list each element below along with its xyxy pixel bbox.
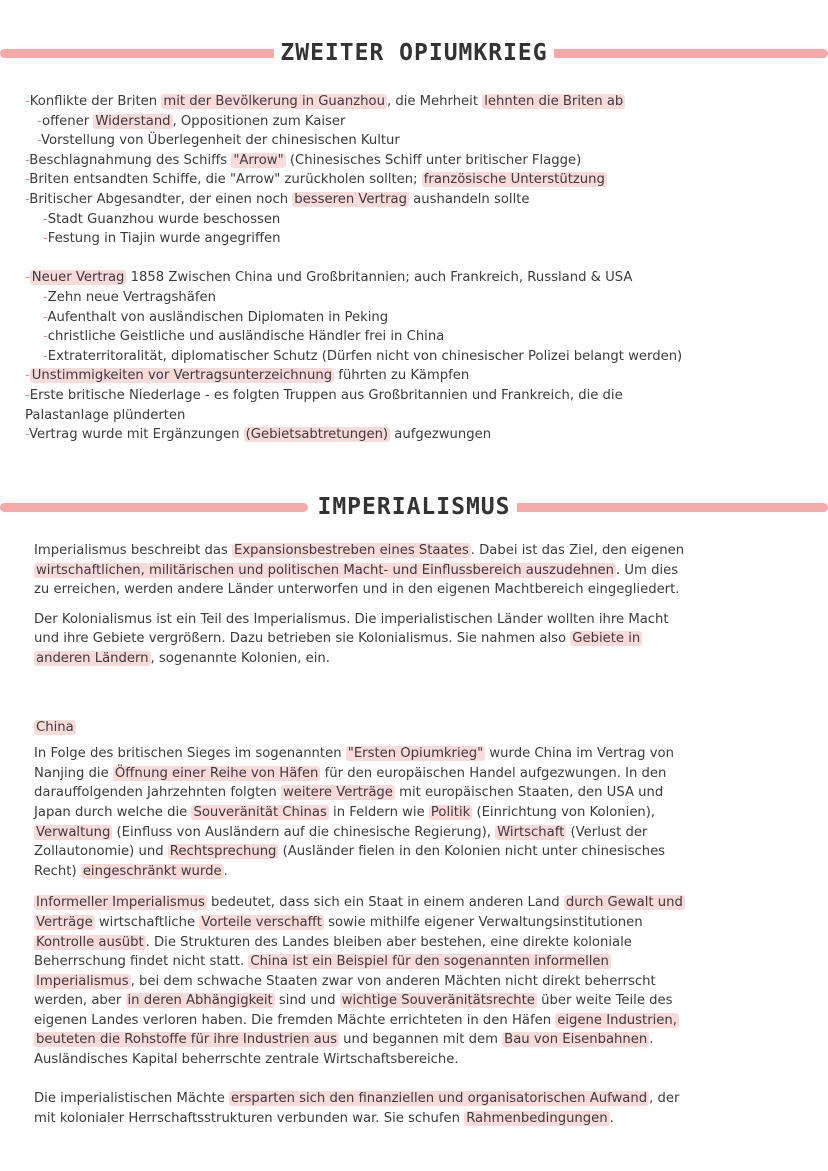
text: und ihre Gebiete vergrößern. Dazu betrieben sie Kolonialismus. Sie nahmen also (34, 631, 571, 647)
text: zu erreichen, werden andere Länder unterworfen und in den eigenen Machtbereich eingegliedert. (34, 582, 680, 598)
highlighted-term: Bau von Eisenbahnen (504, 1032, 648, 1048)
text-line (34, 842, 794, 862)
text: Beschlagnahmung des Schiffs (29, 152, 232, 168)
text: Palastanlage plünderten (25, 407, 186, 423)
text: Briten entsandten Schiffe, die "Arrow" zurückholen sollten; (29, 172, 422, 188)
text: Aufenthalt von ausländischen Diplomaten in Peking (47, 309, 389, 325)
text: werden, aber (34, 993, 126, 1009)
text: . (223, 863, 228, 879)
bullet-dash: - (25, 387, 30, 403)
imperialismus-text (34, 541, 794, 1128)
bullet-line (25, 229, 805, 249)
spacer (34, 1070, 794, 1090)
bullet-dash: - (43, 329, 48, 345)
text: Beherrschung findet nicht statt. (34, 954, 249, 970)
bullet-line (25, 170, 805, 190)
highlighted-term: in deren Abhängigkeit (127, 993, 273, 1009)
highlighted-term: wirtschaftlichen, militärischen und politischen Macht- und Einflussbereich auszudehnen (36, 562, 615, 578)
text: mit europäischen Staaten, den USA und (394, 785, 664, 801)
highlighted-term: Unstimmigkeiten vor Vertragsunterzeichnung (31, 368, 333, 384)
highlighted-term: Öffnung einer Reihe von Häfen (114, 765, 319, 781)
section-title: ZWEITER OPIUMKRIEG (274, 40, 553, 66)
text: sind und (274, 993, 340, 1009)
bullet-line (25, 92, 805, 112)
paragraph (34, 1089, 794, 1128)
text: bedeutet, dass sich ein Staat in einem anderen Land (206, 895, 564, 911)
text-line (34, 718, 794, 738)
text-line (34, 541, 794, 561)
bullet-dash: - (25, 152, 30, 168)
text-line (34, 972, 794, 992)
header-imperialismus (0, 487, 828, 527)
text-line (34, 744, 794, 764)
paragraph (34, 541, 794, 600)
highlighted-term: durch Gewalt und (565, 895, 683, 911)
highlighted-term: Wirtschaft (497, 824, 565, 840)
paragraph (34, 744, 794, 881)
highlighted-term: wichtige Souveränitätsrechte (341, 993, 535, 1009)
text: wurde China im Vertrag von (485, 746, 674, 762)
highlighted-term: Neuer Vertrag (31, 270, 125, 286)
text: mit kolonialer Herrschaftsstrukturen verbunden war. Sie schufen (34, 1110, 465, 1126)
text: christliche Geistliche und ausländische Händler frei in China (47, 329, 445, 345)
bullet-line (25, 386, 805, 406)
text: Die imperialistischen Mächte (34, 1091, 230, 1107)
text-line (34, 913, 794, 933)
text: , sogenannte Kolonien, ein. (150, 650, 330, 666)
text: (Einrichtung von Kolonien), (472, 804, 656, 820)
highlighted-term: Politik (430, 804, 471, 820)
text-line (34, 1030, 794, 1050)
highlighted-term: Verwaltung (36, 824, 111, 840)
text: sowie mithilfe eigener Verwaltungsinstitutionen (323, 914, 643, 930)
highlighted-term: "Ersten Opiumkrieg" (347, 746, 484, 762)
text: Recht) (34, 863, 81, 879)
text: (Einfluss von Ausländern auf die chinesische Regierung), (112, 824, 496, 840)
text-line (34, 1089, 794, 1109)
text-line (34, 1050, 794, 1070)
text: führten zu Kämpfen (334, 368, 470, 384)
text-line (34, 1109, 794, 1129)
text: Zehn neue Vertragshäfen (47, 289, 216, 305)
text-line (34, 1011, 794, 1031)
highlighted-term: Widerstand (95, 113, 171, 129)
spacer (25, 249, 805, 269)
highlighted-term: Rechtsprechung (169, 844, 277, 860)
text: 1858 Zwischen China und Großbritannien; auch Frankreich, Russland & USA (126, 270, 633, 286)
text: und begannen mit dem (338, 1032, 503, 1048)
text: (Ausländer fielen in den Kolonien nicht unter chinesisches (278, 844, 666, 860)
highlighted-term: weitere Verträge (282, 785, 393, 801)
text: offener (42, 113, 94, 129)
text: Ausländisches Kapital beherrschte zentrale Wirtschaftsbereiche. (34, 1052, 459, 1068)
highlighted-term: französische Unterstützung (423, 172, 605, 188)
text: aushandeln sollte (408, 191, 530, 207)
bullet-line (25, 406, 805, 426)
text: Imperialismus beschreibt das (34, 543, 232, 558)
bullet-dash: - (43, 289, 48, 305)
text: (Chinesisches Schiff unter britischer Flagge) (285, 152, 582, 168)
text: Stadt Guanzhou wurde beschossen (47, 211, 281, 227)
bullet-line (25, 268, 805, 288)
bullet-line (25, 210, 805, 230)
bullet-line (25, 327, 805, 347)
text: aufgezwungen (390, 427, 492, 443)
text-line (34, 783, 794, 803)
paragraph (34, 893, 794, 1069)
highlighted-term: Informeller Imperialismus (36, 895, 205, 911)
highlighted-term: Souveränität Chinas (193, 804, 327, 820)
highlighted-term: "Arrow" (233, 152, 284, 168)
section-title: IMPERIALISMUS (311, 494, 516, 520)
bullet-line (25, 308, 805, 328)
highlighted-term: China ist ein Beispiel für den sogenannten informellen (250, 954, 609, 970)
highlighted-term: eingeschränkt wurde (82, 863, 222, 879)
paragraph (34, 610, 794, 669)
bullet-dash: - (25, 191, 30, 207)
bullet-dash: - (25, 368, 30, 384)
bullet-line (25, 425, 805, 445)
text-line (34, 649, 794, 669)
highlighted-term: Imperialismus (36, 973, 129, 989)
highlighted-term: lehnten die Briten ab (484, 94, 624, 109)
bullet-dash: - (43, 348, 48, 364)
highlighted-term: mit der Bevölkerung in Guanzhou (163, 94, 385, 109)
bullet-dash: - (43, 231, 48, 247)
highlighted-term: ersparten sich den finanziellen und organisatorischen Aufwand (231, 1091, 648, 1107)
bullet-line (25, 112, 805, 132)
text: über weite Teile des (536, 993, 673, 1009)
text: , bei dem schwache Staaten zwar von anderen Mächten nicht direkt beherrscht (130, 973, 656, 989)
highlighted-term: China (36, 719, 74, 735)
highlighted-term: Verträge (36, 914, 93, 930)
highlighted-term: beuteten die Rohstoffe für ihre Industrien aus (36, 1032, 337, 1048)
highlighted-term: Vorteile verschafft (201, 914, 322, 930)
bullet-line (25, 151, 805, 171)
text: . Dabei ist das Ziel, den eigenen (470, 543, 685, 558)
bullet-dash: - (25, 172, 30, 188)
text: Festung in Tiajin wurde angegriffen (47, 231, 281, 247)
bullet-line (25, 366, 805, 386)
spacer (34, 600, 794, 610)
text: . Um dies (616, 562, 679, 578)
highlighted-term: Rahmenbedingungen (466, 1110, 608, 1126)
bullet-dash: - (37, 113, 43, 129)
bullet-dash: - (43, 211, 48, 227)
text: eigenen Landes verloren haben. Die fremden Mächte errichteten in den Häfen (34, 1012, 556, 1028)
text-line (34, 764, 794, 784)
text: wirtschaftliche (94, 914, 200, 930)
text-line (34, 823, 794, 843)
text: Der Kolonialismus ist ein Teil des Imperialismus. Die imperialistischen Länder wollten ihre Macht (34, 611, 669, 627)
highlighted-term: Gebiete in (572, 631, 641, 647)
text: Vorstellung von Überlegenheit der chinesischen Kultur (41, 133, 400, 149)
bullet-dash: - (25, 427, 29, 443)
text: Zollautonomie) und (34, 844, 168, 860)
bullet-dash: - (37, 133, 41, 149)
text: Konflikte der Briten (29, 94, 162, 109)
bullet-line (25, 190, 805, 210)
highlighted-term: (Gebietsabtretungen) (245, 427, 389, 443)
text-line (34, 893, 794, 913)
text: Japan durch welche die (34, 804, 192, 820)
text-line (34, 561, 794, 581)
text-line (34, 933, 794, 953)
highlighted-term: Kontrolle ausübt (36, 934, 144, 950)
text-line (34, 629, 794, 649)
text: Vertrag wurde mit Ergänzungen (29, 427, 244, 443)
bullet-line (25, 131, 805, 151)
text: Erste britische Niederlage - es folgten Truppen aus Großbritannien und Frankreich, die die (29, 387, 623, 403)
text-line (34, 610, 794, 630)
text: für den europäischen Handel aufgezwungen. In den (320, 765, 667, 781)
opiumkrieg-notes (25, 92, 805, 445)
highlighted-term: besseren Vertrag (294, 191, 407, 207)
text: . (649, 1032, 654, 1048)
text: darauffolgenden Jahrzehnten folgten (34, 785, 281, 801)
text-line (34, 580, 794, 600)
text-line (34, 862, 794, 882)
text: . (609, 1110, 614, 1126)
text: (Verlust der (566, 824, 648, 840)
bullet-dash: - (25, 94, 30, 109)
highlighted-term: Expansionsbestreben eines Staates (233, 543, 469, 558)
text: Extraterritoralität, diplomatischer Schutz (Dürfen nicht von chinesischer Polizei belangt werden) (47, 348, 683, 364)
bullet-dash: - (43, 309, 48, 325)
bullet-line (25, 288, 805, 308)
highlighted-term: eigene Industrien, (557, 1012, 677, 1028)
text: in Feldern wie (328, 804, 429, 820)
text: , der (649, 1091, 680, 1107)
header-zweiter-opiumkrieg (0, 33, 828, 73)
text: In Folge des britischen Sieges im sogenannten (34, 746, 346, 762)
text-line (34, 803, 794, 823)
text: Britischer Abgesandter, der einen noch (29, 191, 293, 207)
text: , die Mehrheit (386, 94, 483, 109)
bullet-dash: - (25, 270, 30, 286)
subheading-china (34, 718, 794, 738)
text-line (34, 952, 794, 972)
text-line (34, 991, 794, 1011)
highlighted-term: anderen Ländern (36, 650, 149, 666)
bullet-line (25, 347, 805, 367)
text: . Die Strukturen des Landes bleiben aber bestehen, eine direkte koloniale (145, 934, 632, 950)
text: , Oppositionen zum Kaiser (172, 113, 346, 129)
spacer (34, 881, 794, 893)
text: Nanjing die (34, 765, 113, 781)
